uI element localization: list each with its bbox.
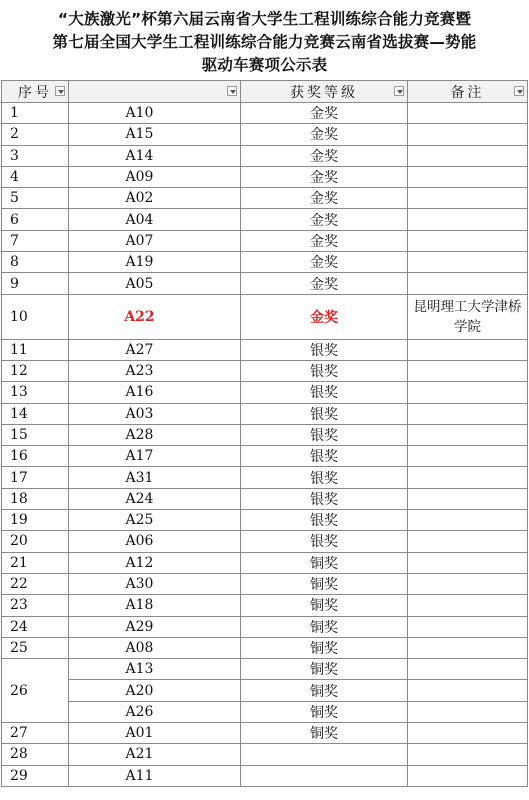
cell-seq: 9 [2, 273, 69, 294]
cell-award: 银奖 [241, 403, 408, 424]
table-row [2, 701, 528, 722]
cell-team: A15 [69, 124, 241, 145]
cell-team: A12 [69, 552, 241, 573]
cell-award: 铜奖 [241, 659, 408, 680]
cell-note [408, 637, 528, 658]
page-title [0, 0, 529, 80]
table-row [2, 424, 528, 445]
filter-dropdown-icon[interactable] [227, 86, 237, 96]
table-row [2, 382, 528, 403]
cell-seq: 1 [2, 103, 69, 124]
cell-seq: 22 [2, 573, 69, 594]
cell-note [408, 701, 528, 722]
table-row [2, 446, 528, 467]
cell-team: A26 [69, 701, 241, 722]
cell-note [408, 230, 528, 251]
cell-award: 银奖 [241, 339, 408, 360]
cell-note [408, 531, 528, 552]
table-row [2, 209, 528, 230]
cell-team: A30 [69, 573, 241, 594]
cell-note [408, 403, 528, 424]
cell-note [408, 446, 528, 467]
cell-team: A05 [69, 273, 241, 294]
cell-team: A21 [69, 744, 241, 765]
cell-award: 铜奖 [241, 723, 408, 744]
table-row [2, 166, 528, 187]
cell-team: A18 [69, 595, 241, 616]
cell-note [408, 573, 528, 594]
cell-note [408, 744, 528, 765]
cell-seq: 10 [2, 294, 69, 339]
cell-seq: 13 [2, 382, 69, 403]
table-row [2, 552, 528, 573]
table-row [2, 573, 528, 594]
filter-dropdown-icon[interactable] [55, 86, 65, 96]
cell-award: 银奖 [241, 510, 408, 531]
cell-note [408, 252, 528, 273]
table-row [2, 403, 528, 424]
table-row [2, 230, 528, 251]
cell-note [408, 339, 528, 360]
cell-team: A28 [69, 424, 241, 445]
cell-seq: 8 [2, 252, 69, 273]
cell-team: A07 [69, 230, 241, 251]
cell-team: A10 [69, 103, 241, 124]
table-row [2, 510, 528, 531]
cell-seq: 14 [2, 403, 69, 424]
table-row [2, 145, 528, 166]
cell-note [408, 382, 528, 403]
cell-team: A29 [69, 616, 241, 637]
header-award-label: 获奖等级 [290, 84, 358, 101]
cell-award: 银奖 [241, 360, 408, 381]
table-row [2, 252, 528, 273]
table-row [2, 637, 528, 658]
cell-seq: 27 [2, 723, 69, 744]
cell-note [408, 510, 528, 531]
table-row [2, 294, 528, 339]
cell-seq: 18 [2, 488, 69, 509]
cell-team: A16 [69, 382, 241, 403]
table-row [2, 124, 528, 145]
cell-award: 银奖 [241, 531, 408, 552]
cell-team: A27 [69, 339, 241, 360]
cell-award: 金奖 [241, 145, 408, 166]
cell-team: A11 [69, 765, 241, 786]
cell-award: 铜奖 [241, 595, 408, 616]
cell-team: A22 [69, 294, 241, 339]
table-row [2, 616, 528, 637]
cell-award [241, 765, 408, 786]
cell-award: 金奖 [241, 209, 408, 230]
header-note-label: 备注 [450, 84, 485, 101]
cell-seq: 28 [2, 744, 69, 765]
cell-award: 铜奖 [241, 701, 408, 722]
cell-seq: 24 [2, 616, 69, 637]
cell-award [241, 744, 408, 765]
cell-award: 铜奖 [241, 552, 408, 573]
cell-seq: 15 [2, 424, 69, 445]
cell-note [408, 188, 528, 209]
cell-note [408, 467, 528, 488]
cell-seq: 29 [2, 765, 69, 786]
results-table [1, 80, 528, 787]
cell-award: 金奖 [241, 294, 408, 339]
cell-note [408, 166, 528, 187]
cell-seq: 3 [2, 145, 69, 166]
cell-award: 银奖 [241, 382, 408, 403]
cell-team: A31 [69, 467, 241, 488]
table-row [2, 188, 528, 209]
cell-team: A06 [69, 531, 241, 552]
cell-note [408, 659, 528, 680]
cell-award: 金奖 [241, 103, 408, 124]
table-row [2, 723, 528, 744]
title-line-1: “大族激光”杯第六届云南省大学生工程训练综合能力竞赛暨 [57, 10, 472, 28]
cell-award: 金奖 [241, 124, 408, 145]
cell-award: 铜奖 [241, 573, 408, 594]
table-row [2, 488, 528, 509]
table-row [2, 103, 528, 124]
cell-team: A24 [69, 488, 241, 509]
cell-seq: 2 [2, 124, 69, 145]
table-row [2, 339, 528, 360]
table-body [2, 103, 528, 787]
cell-team: A13 [69, 659, 241, 680]
cell-team: A19 [69, 252, 241, 273]
cell-note [408, 765, 528, 786]
header-team [69, 81, 241, 103]
header-seq [2, 81, 69, 103]
cell-team: A04 [69, 209, 241, 230]
cell-award: 金奖 [241, 273, 408, 294]
filter-dropdown-icon[interactable] [514, 86, 524, 96]
cell-award: 银奖 [241, 467, 408, 488]
cell-award: 金奖 [241, 230, 408, 251]
title-line-2: 第七届全国大学生工程训练综合能力竞赛云南省选拔赛—势能 [52, 33, 477, 51]
cell-seq: 19 [2, 510, 69, 531]
cell-award: 金奖 [241, 188, 408, 209]
table-row [2, 595, 528, 616]
table-row [2, 360, 528, 381]
cell-note [408, 680, 528, 701]
cell-note [408, 424, 528, 445]
cell-award: 铜奖 [241, 680, 408, 701]
cell-team: A09 [69, 166, 241, 187]
cell-award: 金奖 [241, 252, 408, 273]
cell-note: 昆明理工大学津桥学院 [408, 294, 528, 339]
table-row [2, 273, 528, 294]
cell-note [408, 488, 528, 509]
cell-note [408, 209, 528, 230]
cell-team: A02 [69, 188, 241, 209]
cell-seq: 21 [2, 552, 69, 573]
header-award [241, 81, 408, 103]
cell-seq: 25 [2, 637, 69, 658]
cell-seq: 20 [2, 531, 69, 552]
cell-award: 铜奖 [241, 616, 408, 637]
table-row [2, 744, 528, 765]
cell-seq: 7 [2, 230, 69, 251]
cell-team: A25 [69, 510, 241, 531]
header-note [408, 81, 528, 103]
cell-team: A14 [69, 145, 241, 166]
table-row [2, 765, 528, 786]
cell-note [408, 595, 528, 616]
cell-seq: 17 [2, 467, 69, 488]
cell-seq: 23 [2, 595, 69, 616]
header-row [2, 81, 528, 103]
table-row [2, 467, 528, 488]
cell-team: A23 [69, 360, 241, 381]
cell-team: A20 [69, 680, 241, 701]
cell-team: A08 [69, 637, 241, 658]
table-row [2, 531, 528, 552]
cell-team: A01 [69, 723, 241, 744]
cell-award: 银奖 [241, 446, 408, 467]
table-row [2, 680, 528, 701]
cell-team: A17 [69, 446, 241, 467]
cell-note [408, 103, 528, 124]
cell-note [408, 124, 528, 145]
cell-note [408, 552, 528, 573]
filter-dropdown-icon[interactable] [394, 86, 404, 96]
cell-award: 金奖 [241, 166, 408, 187]
cell-note [408, 145, 528, 166]
cell-seq: 26 [2, 659, 69, 723]
cell-team: A03 [69, 403, 241, 424]
table-row [2, 659, 528, 680]
header-seq-label: 序号 [18, 84, 52, 101]
cell-note [408, 616, 528, 637]
cell-award: 银奖 [241, 488, 408, 509]
cell-note [408, 723, 528, 744]
cell-seq: 16 [2, 446, 69, 467]
cell-seq: 5 [2, 188, 69, 209]
cell-seq: 6 [2, 209, 69, 230]
cell-seq: 4 [2, 166, 69, 187]
cell-note [408, 360, 528, 381]
title-line-3: 驱动车赛项公示表 [201, 56, 328, 74]
cell-seq: 12 [2, 360, 69, 381]
cell-award: 铜奖 [241, 637, 408, 658]
cell-note [408, 273, 528, 294]
cell-award: 银奖 [241, 424, 408, 445]
cell-seq: 11 [2, 339, 69, 360]
